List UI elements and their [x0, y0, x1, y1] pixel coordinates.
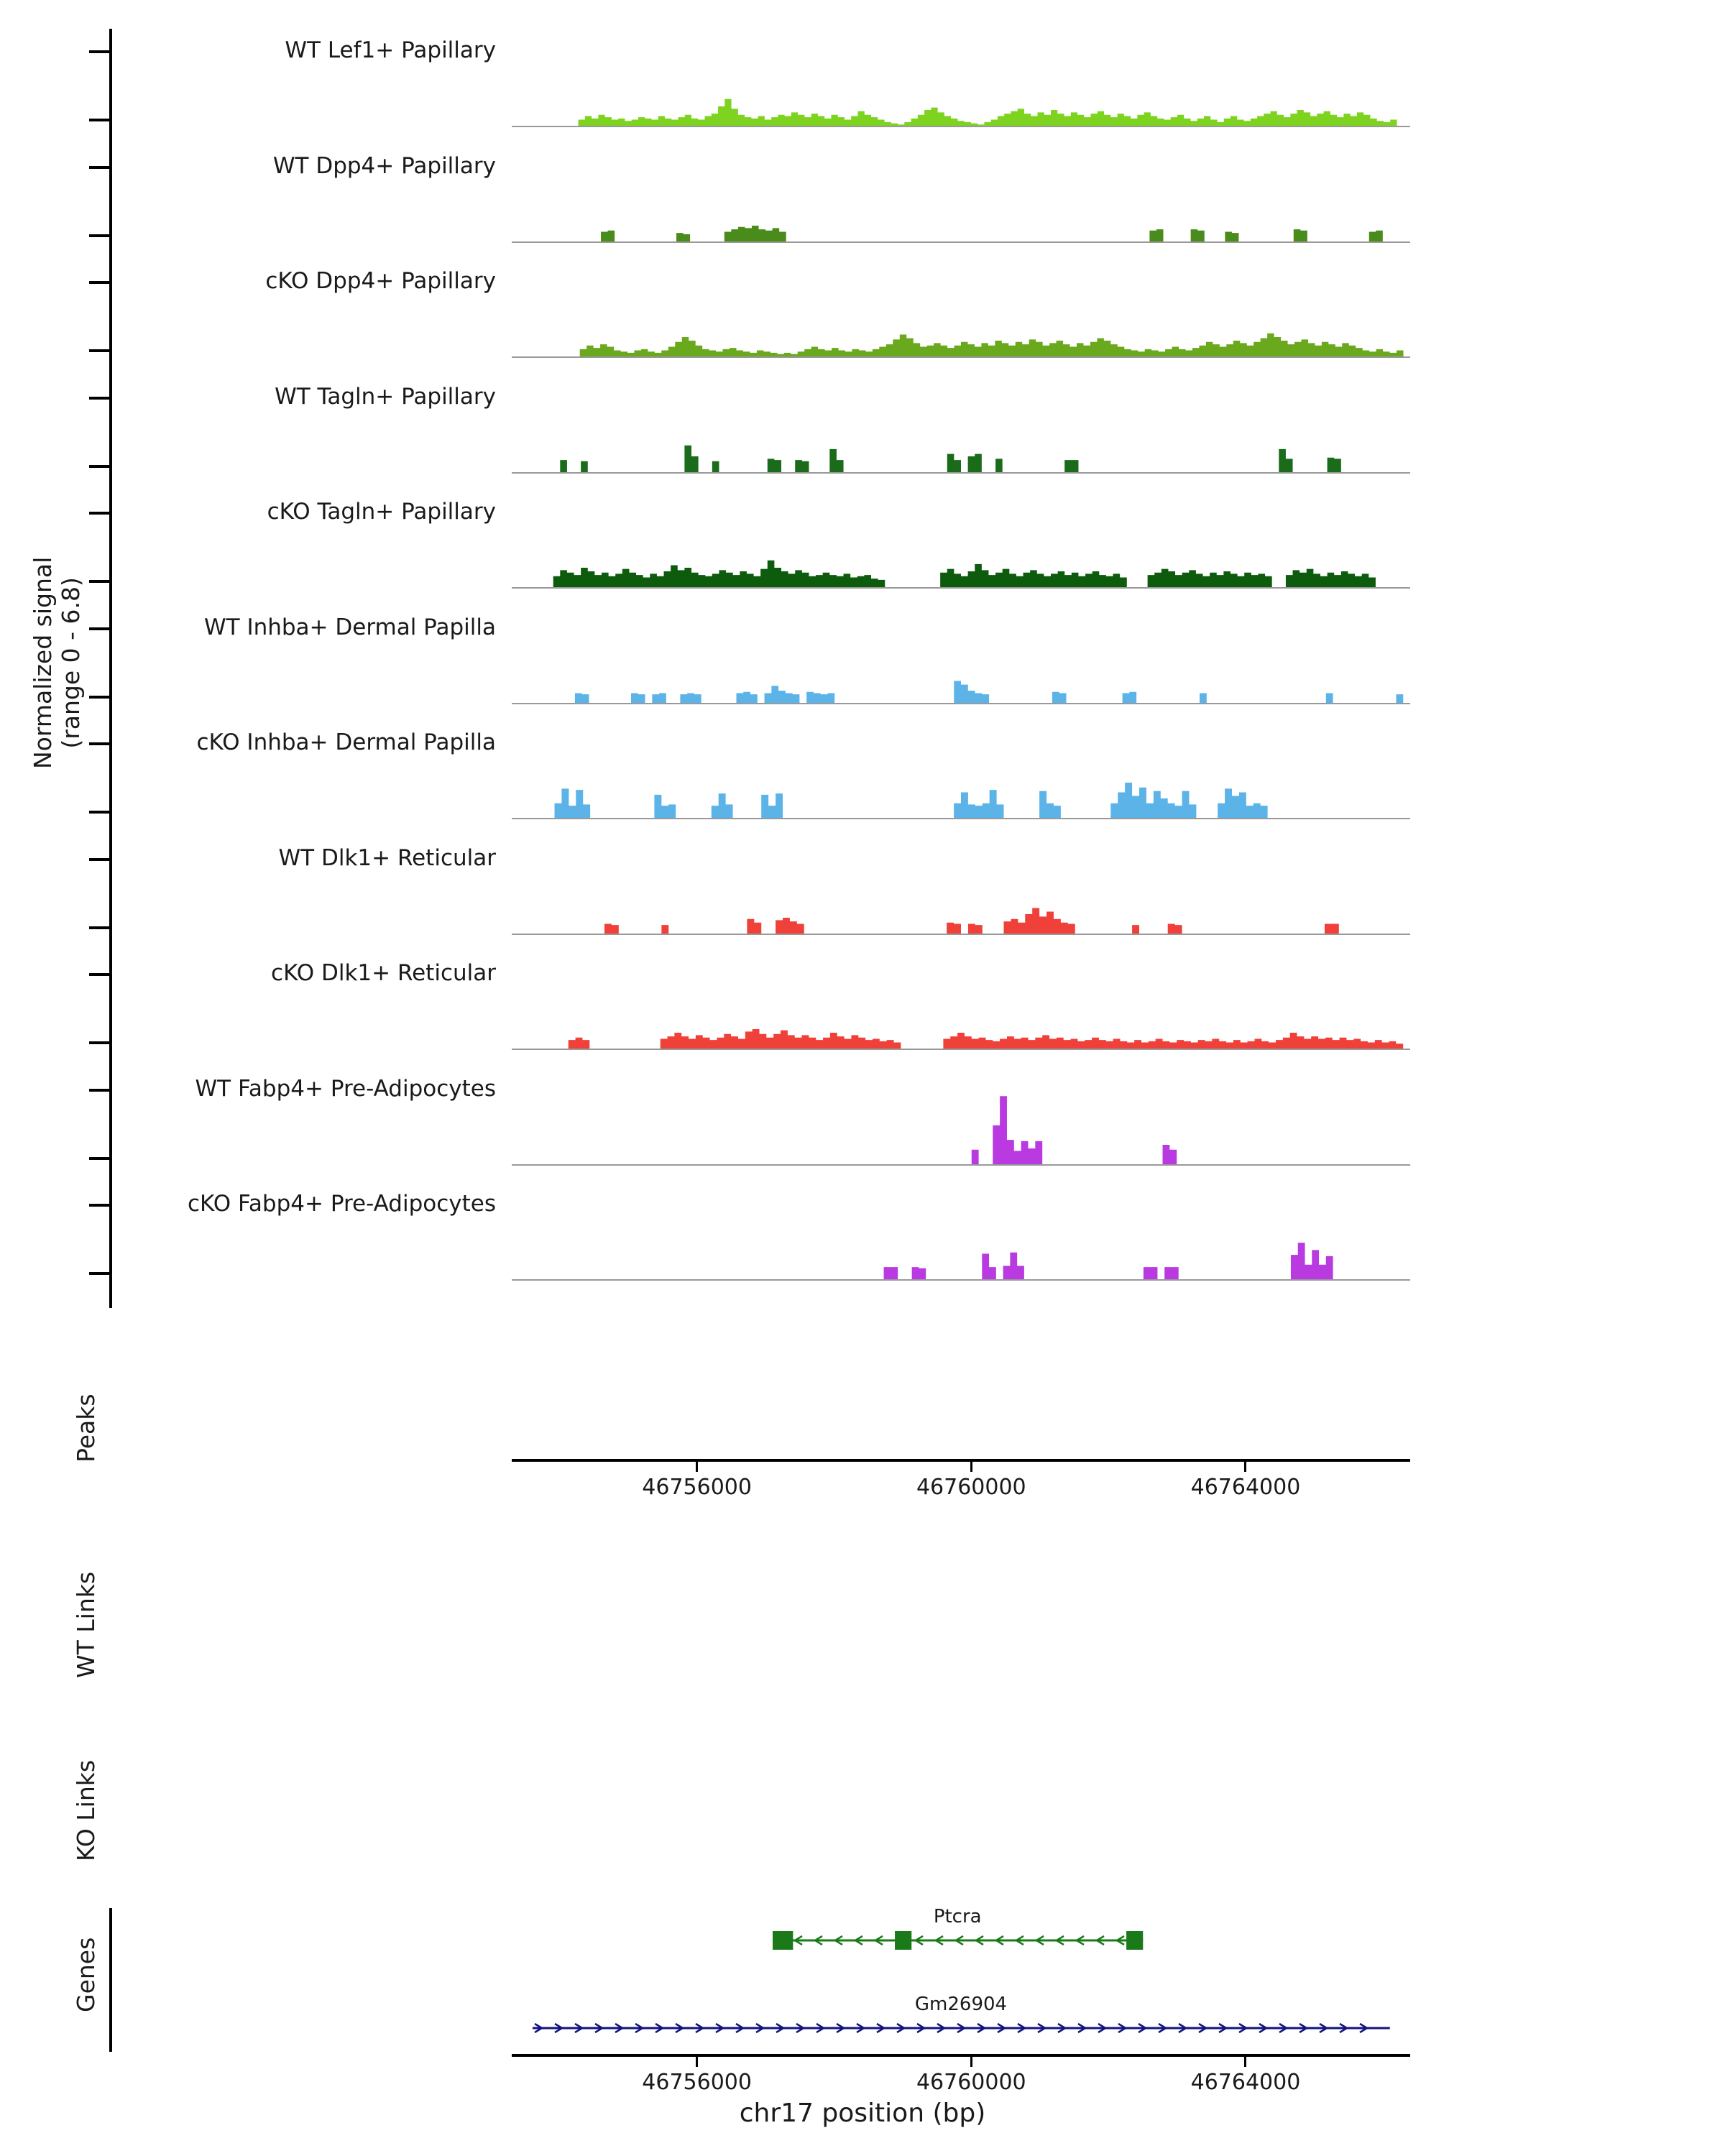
y-axis-tick	[89, 465, 109, 468]
y-axis-tick	[89, 580, 109, 583]
y-axis-label-line2: (range 0 - 6.8)	[57, 577, 85, 749]
track-label: cKO Inhba+ Dermal Papilla	[196, 729, 496, 755]
section-label-ko-links: KO Links	[72, 1759, 100, 1861]
x-axis-tick	[970, 2057, 972, 2067]
gene-model[interactable]	[531, 2014, 1392, 2042]
y-axis-tick	[89, 627, 109, 630]
x-axis-tick-label: 46764000	[1190, 2070, 1301, 2095]
y-axis-tick	[89, 349, 109, 352]
gene-label: Gm26904	[914, 1994, 1008, 2015]
signal-track	[512, 851, 1410, 935]
x-axis-tick-label: 46756000	[642, 2070, 752, 2095]
y-axis-tick	[89, 1041, 109, 1044]
y-axis-tick	[89, 973, 109, 976]
y-axis-tick	[89, 926, 109, 929]
y-axis-label-line1: Normalized signal	[29, 556, 57, 769]
signal-track	[512, 620, 1410, 704]
x-axis-line-top	[512, 1459, 1410, 1462]
section-label-wt-links: WT Links	[72, 1571, 100, 1678]
track-label: WT Tagln+ Papillary	[275, 383, 496, 410]
y-axis-tick	[89, 1089, 109, 1092]
y-axis-tick	[89, 281, 109, 284]
signal-track	[512, 159, 1410, 243]
y-axis-tick	[89, 50, 109, 53]
x-axis-tick	[1244, 2057, 1246, 2067]
signal-track	[512, 390, 1410, 474]
signal-track	[512, 505, 1410, 589]
x-axis-line-bottom	[512, 2054, 1410, 2057]
section-label-genes: Genes	[72, 1937, 100, 2012]
gene-model[interactable]	[771, 1926, 1144, 1955]
signal-track	[512, 43, 1410, 127]
x-axis-tick	[1244, 1462, 1246, 1472]
x-axis-tick-label: 46760000	[916, 2070, 1026, 2095]
signal-track	[512, 1197, 1410, 1281]
x-axis-tick	[970, 1462, 972, 1472]
y-axis-tick	[89, 1204, 109, 1207]
y-axis-tick	[89, 512, 109, 515]
y-axis-tick	[89, 696, 109, 699]
y-axis-tick	[89, 397, 109, 400]
y-axis-tick	[89, 858, 109, 861]
x-axis-tick-label: 46756000	[642, 1475, 752, 1500]
track-label: WT Lef1+ Papillary	[285, 37, 496, 63]
track-label: cKO Fabp4+ Pre-Adipocytes	[188, 1191, 496, 1217]
gene-label: Ptcra	[933, 1906, 982, 1927]
y-axis-tick	[89, 119, 109, 121]
x-axis-tick-label: 46760000	[916, 1475, 1026, 1500]
section-label-peaks: Peaks	[72, 1393, 100, 1462]
signal-track	[512, 966, 1410, 1050]
y-axis-tick	[89, 1272, 109, 1275]
track-label: WT Dpp4+ Papillary	[272, 152, 496, 179]
track-label: cKO Dpp4+ Papillary	[265, 268, 496, 294]
track-label: cKO Dlk1+ Reticular	[271, 960, 496, 986]
track-label: WT Dlk1+ Reticular	[278, 844, 496, 871]
y-axis-label	[29, 557, 85, 769]
x-axis-tick	[696, 2057, 698, 2067]
x-axis-tick	[696, 1462, 698, 1472]
y-axis-tick	[89, 1157, 109, 1160]
track-label: cKO Tagln+ Papillary	[267, 499, 496, 525]
y-axis-tick	[89, 811, 109, 814]
x-axis-tick-label: 46764000	[1190, 1475, 1301, 1500]
track-label: WT Fabp4+ Pre-Adipocytes	[195, 1075, 496, 1102]
x-axis-label: chr17 position (bp)	[739, 2099, 986, 2128]
y-axis-tick	[89, 742, 109, 745]
y-axis-tick	[89, 234, 109, 237]
genes-bracket	[109, 1908, 112, 2052]
y-axis-spine	[109, 29, 112, 1308]
signal-track	[512, 735, 1410, 819]
y-axis-tick	[89, 166, 109, 169]
track-label: WT Inhba+ Dermal Papilla	[204, 614, 496, 640]
signal-track	[512, 274, 1410, 358]
signal-track	[512, 1082, 1410, 1166]
